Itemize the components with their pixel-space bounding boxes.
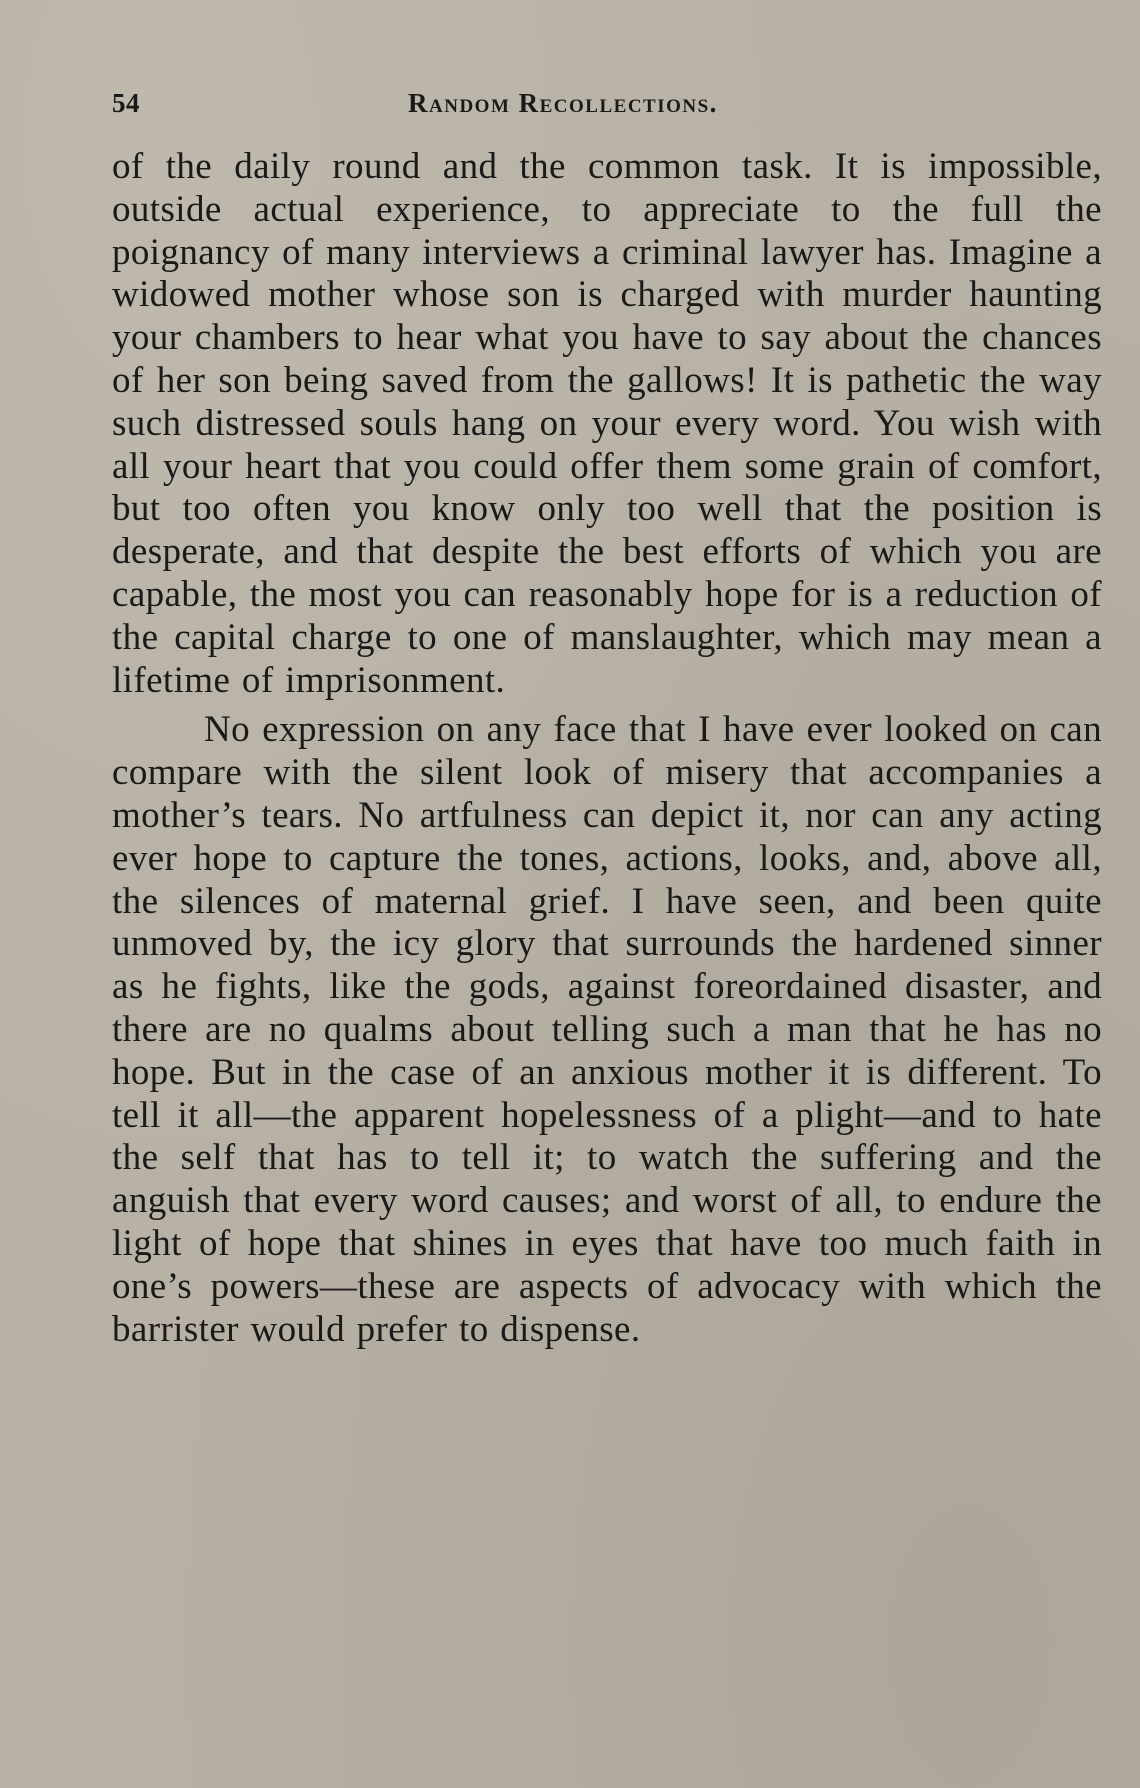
running-head bbox=[112, 88, 1102, 128]
body-text bbox=[112, 146, 1102, 1351]
paragraph-2: No expression on any face that I have ever looked on can compare with the silent look of misery that accompanies a mother’s tears. No artfulness can depict it, nor can any acting ever hope to capture the tones, actions, looks, and, above all, the silences of maternal grief. I have seen, and been quite unmoved by, the icy glory that surrounds the hardened sinner as he fights, like the gods, against foreordained disaster, and there are no qualms about telling such a man that he has no hope. But in the case of an anxious mother it is different. To tell it all—the apparent hopelessness of a plight—and to hate the self that has to tell it; to watch the suffering and the anguish that every word causes; and worst of all, to endure the light of hope that shines in eyes that have too much faith in one’s powers—these are aspects of advocacy with which the barrister would prefer to dispense. bbox=[112, 709, 1102, 1350]
paragraph-1: of the daily round and the common task. It is impossible, outside actual experience, to appreciate to the full the poignancy of many interviews a criminal lawyer has. Imagine a widowed mother whose son is charged with murder haunting your chambers to hear what you have to say about the chances of her son being saved from the gallows! It is pathetic the way such distressed souls hang on your every word. You wish with all your heart that you could offer them some grain of comfort, but too often you know only too well that the position is desperate, and that despite the best efforts of which you are capable, the most you can reasonably hope for is a reduction of the capital charge to one of manslaughter, which may mean a lifetime of imprisonment. bbox=[112, 146, 1102, 701]
running-title: Random Recollections. bbox=[408, 88, 718, 118]
page-number: 54 bbox=[112, 88, 140, 118]
